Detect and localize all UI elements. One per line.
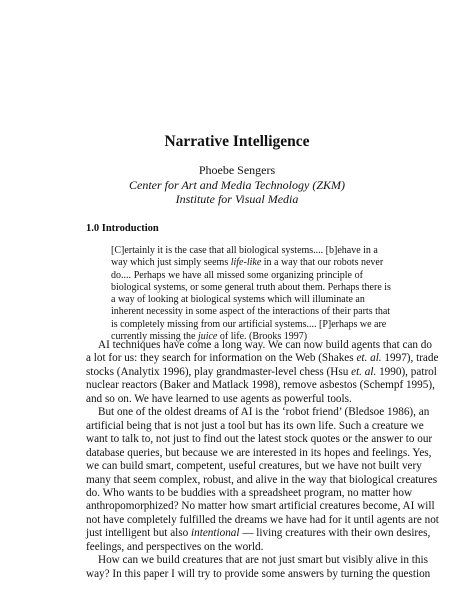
body-text bbox=[86, 339, 439, 581]
paper-title: Narrative Intelligence bbox=[164, 133, 310, 150]
quote-line: [C]ertainly it is the case that all biological systems.... [b]ehave in a bbox=[111, 245, 378, 256]
body-line: and so on. We have learned to use agents as powerful tools. bbox=[86, 392, 352, 405]
body-line: do. Who wants to be buddies with a spreadsheet program, no matter how bbox=[86, 486, 413, 499]
body-line: AI techniques have come a long way. We can now build agents that can do bbox=[98, 339, 432, 351]
quote-line: way which just simply seems life-like in a way that our robots never bbox=[111, 257, 384, 269]
body-line: not have completely fulfilled the dreams we have had for it until agents are not bbox=[86, 513, 439, 526]
body-line: way? In this paper I will try to provide some answers by turning the question bbox=[86, 567, 431, 580]
quote-line: inherent necessity in some aspect of the interactions of their parts that bbox=[111, 306, 391, 318]
affiliation-line-2: Institute for Visual Media bbox=[175, 192, 299, 206]
quote-line: do.... Perhaps we have all missed some organizing principle of bbox=[111, 269, 363, 281]
body-line: just intelligent but also intentional — living creatures with their own desires, bbox=[86, 527, 431, 540]
body-line: nuclear reactors (Baker and Matlack 1998), remove asbestos (Schempf 1995), bbox=[86, 379, 435, 392]
quote-line: biological systems, or some general truth about them. Perhaps there is bbox=[111, 281, 391, 293]
body-line: want to talk to, not just to find out the latest stock quotes or the answer to our bbox=[86, 433, 433, 446]
section-heading: 1.0 Introduction bbox=[86, 223, 159, 234]
quote-line: is completely missing from our artificial systems.... [P]erhaps we are bbox=[111, 318, 387, 330]
body-line: How can we build creatures that are not just smart but visibly alive in this bbox=[98, 554, 428, 567]
body-line: stocks (Analytix 1996), play grandmaster-level chess (Hsu et. al. 1990), patrol bbox=[86, 365, 437, 378]
body-line: database queries, but because we are interested in its hopes and feelings. Yes, bbox=[86, 446, 432, 459]
affiliation-line-1: Center for Art and Media Technology (ZKM) bbox=[129, 177, 345, 192]
quote-line: currently missing the juice of life. (Brooks 1997) bbox=[111, 331, 308, 343]
quote-line: a way of looking at biological systems which will illuminate an bbox=[111, 294, 365, 306]
body-line: artificial being that is not just a tool but has its own life. Such a creature we bbox=[86, 419, 424, 432]
body-line: a lot for us: they search for information on the Web (Shakes et. al. 1997), trade bbox=[86, 352, 439, 365]
body-line: anthropomorphized? No matter how smart artificial creatures become, AI will bbox=[86, 500, 435, 513]
epigraph-quote bbox=[111, 245, 391, 343]
body-line: many that seem complex, robust, and alive in the way that biological creatures bbox=[86, 473, 438, 486]
body-line: But one of the oldest dreams of AI is the ‘robot friend’ (Bledsoe 1986), an bbox=[98, 406, 430, 419]
author-block bbox=[0, 163, 474, 207]
body-line: feelings, and perspectives on the world. bbox=[86, 540, 264, 553]
body-line: we can build smart, competent, useful creatures, but we have not built very bbox=[86, 460, 422, 473]
author-name: Phoebe Sengers bbox=[198, 163, 276, 177]
